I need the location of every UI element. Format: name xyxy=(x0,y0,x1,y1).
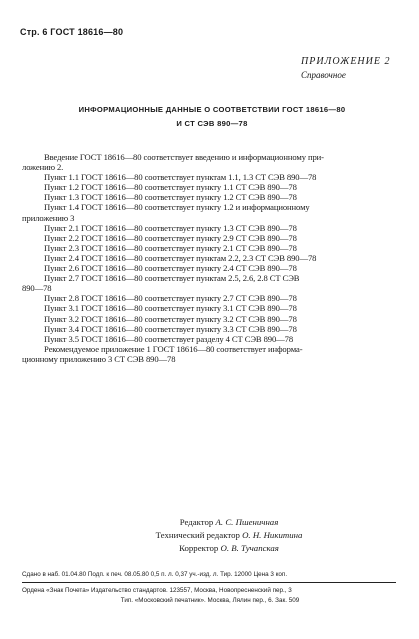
corrector-line xyxy=(119,542,339,555)
credits-block xyxy=(119,516,339,555)
body-line: Пункт 3.2 ГОСТ 18616—80 соответствует пункту 3.2 СТ СЭВ 890—78 xyxy=(44,313,297,324)
body-line: Пункт 3.4 ГОСТ 18616—80 соответствует пункту 3.3 СТ СЭВ 890—78 xyxy=(44,323,297,334)
page-header: Стр. 6 ГОСТ 18616—80 xyxy=(20,27,124,37)
editor-label: Редактор xyxy=(179,517,214,527)
body-line: 890—78 xyxy=(22,283,52,294)
body-line: Пункт 2.4 ГОСТ 18616—80 соответствует пунктам 2.2, 2.3 СТ СЭВ 890—78 xyxy=(44,252,317,263)
body-line: Пункт 3.1 ГОСТ 18616—80 соответствует пункту 3.1 СТ СЭВ 890—78 xyxy=(44,303,297,314)
body-line: Рекомендуемое приложение 1 ГОСТ 18616—80 соответствует информа- xyxy=(44,343,303,354)
tech-editor-name: О. Н. Никитина xyxy=(242,530,303,540)
body-line: Введение ГОСТ 18616—80 соответствует введению и информационному при- xyxy=(44,152,324,162)
body-line: Пункт 1.3 ГОСТ 18616—80 соответствует пункту 1.2 СТ СЭВ 890—78 xyxy=(44,192,297,203)
print-details: Сдано в наб. 01.04.80 Подп. к печ. 08.05.80 0,5 п. л. 0,37 уч.-изд. л. Тир. 12000 Цена 3 коп. xyxy=(22,571,288,578)
body-line: ложению 2. xyxy=(22,162,64,173)
corrector-label: Корректор xyxy=(179,543,219,553)
body-line: Пункт 2.1 ГОСТ 18616—80 соответствует пункту 1.3 СТ СЭВ 890—78 xyxy=(44,222,297,233)
printer-line: Тип. «Московский печатник». Москва, Лялин пер., 6. Зак. 509 xyxy=(120,597,300,604)
body-line: Пункт 1.4 ГОСТ 18616—80 соответствует пункту 1.2 и информационному xyxy=(44,202,310,213)
document-title-line-2: И СТ СЭВ 890—78 xyxy=(176,119,248,128)
body-line: Пункт 2.2 ГОСТ 18616—80 соответствует пункту 2.9 СТ СЭВ 890—78 xyxy=(44,232,297,243)
body-line: Пункт 2.8 ГОСТ 18616—80 соответствует пункту 2.7 СТ СЭВ 890—78 xyxy=(44,293,297,304)
publisher-line: Ордена «Знак Почета» Издательство стандартов. 123557, Москва, Новопресненский пер., 3 xyxy=(22,587,292,594)
body-text xyxy=(22,152,394,364)
body-line: Пункт 2.6 ГОСТ 18616—80 соответствует пункту 2.4 СТ СЭВ 890—78 xyxy=(44,263,297,274)
body-line: Пункт 1.1 ГОСТ 18616—80 соответствует пунктам 1.1, 1.3 СТ СЭВ 890—78 xyxy=(44,172,317,183)
body-line: приложению 3 xyxy=(22,212,75,223)
body-line: Пункт 1.2 ГОСТ 18616—80 соответствует пункту 1.1 СТ СЭВ 890—78 xyxy=(44,182,297,193)
corrector-name: О. В. Тучапская xyxy=(220,543,279,553)
editor-name: А. С. Пшеничная xyxy=(215,517,279,527)
body-line: Пункт 3.5 ГОСТ 18616—80 соответствует разделу 4 СТ СЭВ 890—78 xyxy=(44,333,294,344)
document-title-line-1: ИНФОРМАЦИОННЫЕ ДАННЫЕ О СООТВЕТСТВИИ ГОСТ 18616—80 xyxy=(78,105,346,114)
body-line: ционному приложению 3 СТ СЭВ 890—78 xyxy=(22,353,176,364)
tech-editor-line xyxy=(119,529,339,542)
body-line: Пункт 2.3 ГОСТ 18616—80 соответствует пункту 2.1 СТ СЭВ 890—78 xyxy=(44,242,297,253)
appendix-type: Справочное xyxy=(301,70,346,80)
divider xyxy=(22,582,396,583)
body-line: Пункт 2.7 ГОСТ 18616—80 соответствует пунктам 2.5, 2.6, 2.8 СТ СЭВ xyxy=(44,273,300,284)
tech-editor-label: Технический редактор xyxy=(155,530,240,540)
editor-line xyxy=(119,516,339,529)
appendix-label: ПРИЛОЖЕНИЕ 2 xyxy=(301,56,391,67)
